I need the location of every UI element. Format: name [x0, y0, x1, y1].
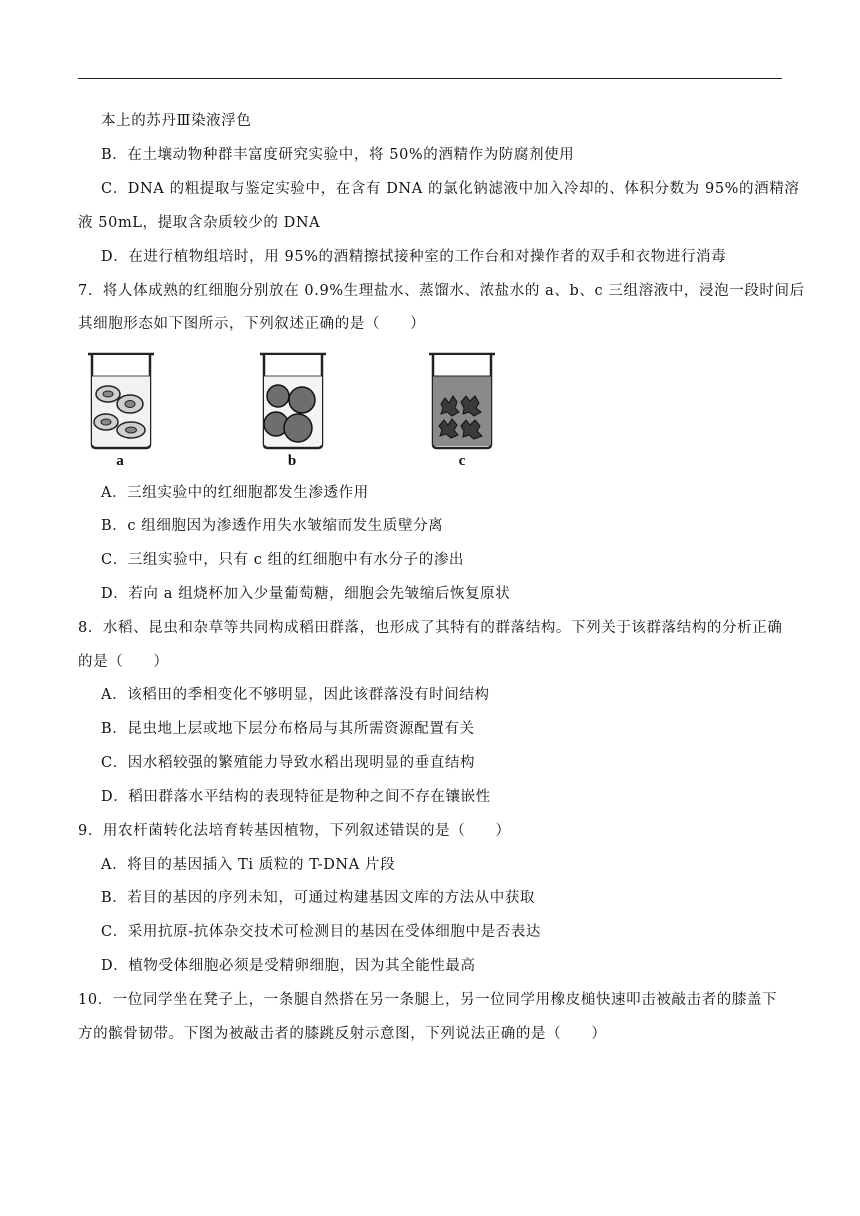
- option-line: B．若目的基因的序列未知，可通过构建基因文库的方法从中获取: [101, 890, 536, 906]
- option-line: A．该稻田的季相变化不够明显，因此该群落没有时间结构: [101, 687, 490, 703]
- option-line: D．植物受体细胞必须是受精卵细胞，因为其全能性最高: [101, 958, 476, 974]
- beaker-b-image: [256, 346, 330, 450]
- option-line: C．三组实验中，只有 c 组的红细胞中有水分子的渗出: [101, 552, 465, 568]
- option-line: A．将目的基因插入 Ti 质粒的 T-DNA 片段: [101, 857, 396, 873]
- beaker-b-label: b: [287, 453, 297, 469]
- beaker-c-image: [425, 346, 499, 450]
- question-line: 7．将人体成熟的红细胞分别放在 0.9%生理盐水、蒸馏水、浓盐水的 a、b、c 三组溶液中，浸泡一段时间后: [78, 283, 805, 299]
- beaker-c-label: c: [458, 453, 466, 469]
- option-line: D．在进行植物组培时，用 95%的酒精擦拭接种室的工作台和对操作者的双手和衣物进行消毒: [101, 249, 727, 265]
- text-line: 本上的苏丹Ⅲ染液浮色: [101, 113, 252, 129]
- option-line: C．DNA 的粗提取与鉴定实验中，在含有 DNA 的氯化钠滤液中加入冷却的、体积分数为 95%的酒精溶: [101, 181, 800, 197]
- question-line: 8．水稻、昆虫和杂草等共同构成稻田群落，也形成了其特有的群落结构。下列关于该群落结构的分析正确: [78, 620, 783, 636]
- question-line: 9．用农杆菌转化法培育转基因植物，下列叙述错误的是（ ）: [78, 823, 511, 839]
- beaker-a-label: a: [116, 453, 124, 469]
- header-rule: [78, 78, 782, 79]
- option-line: D．稻田群落水平结构的表现特征是物种之间不存在镶嵌性: [101, 789, 491, 805]
- question-line: 的是（ ）: [78, 654, 169, 670]
- option-line: B．昆虫地上层或地下层分布格局与其所需资源配置有关: [101, 721, 475, 737]
- option-line: B．在土壤动物种群丰富度研究实验中，将 50%的酒精作为防腐剂使用: [101, 147, 575, 163]
- question-line: 10．一位同学坐在凳子上，一条腿自然搭在另一条腿上，另一位同学用橡皮槌快速叩击被敲击者的膝盖下: [78, 992, 778, 1008]
- option-line: A．三组实验中的红细胞都发生渗透作用: [101, 485, 369, 501]
- option-line: D．若向 a 组烧杯加入少量葡萄糖，细胞会先皱缩后恢复原状: [101, 586, 511, 602]
- beaker-figure: [84, 346, 504, 476]
- beaker-a-image: [84, 346, 158, 450]
- question-line: 其细胞形态如下图所示，下列叙述正确的是（ ）: [78, 316, 426, 332]
- option-line: C．采用抗原-抗体杂交技术可检测目的基因在受体细胞中是否表达: [101, 924, 541, 940]
- question-line: 方的髌骨韧带。下图为被敲击者的膝跳反射示意图，下列说法正确的是（ ）: [78, 1026, 607, 1042]
- text-line: 液 50mL，提取含杂质较少的 DNA: [78, 215, 321, 231]
- option-line: C．因水稻较强的繁殖能力导致水稻出现明显的垂直结构: [101, 755, 476, 771]
- option-line: B．c 组细胞因为渗透作用失水皱缩而发生质壁分离: [101, 518, 444, 534]
